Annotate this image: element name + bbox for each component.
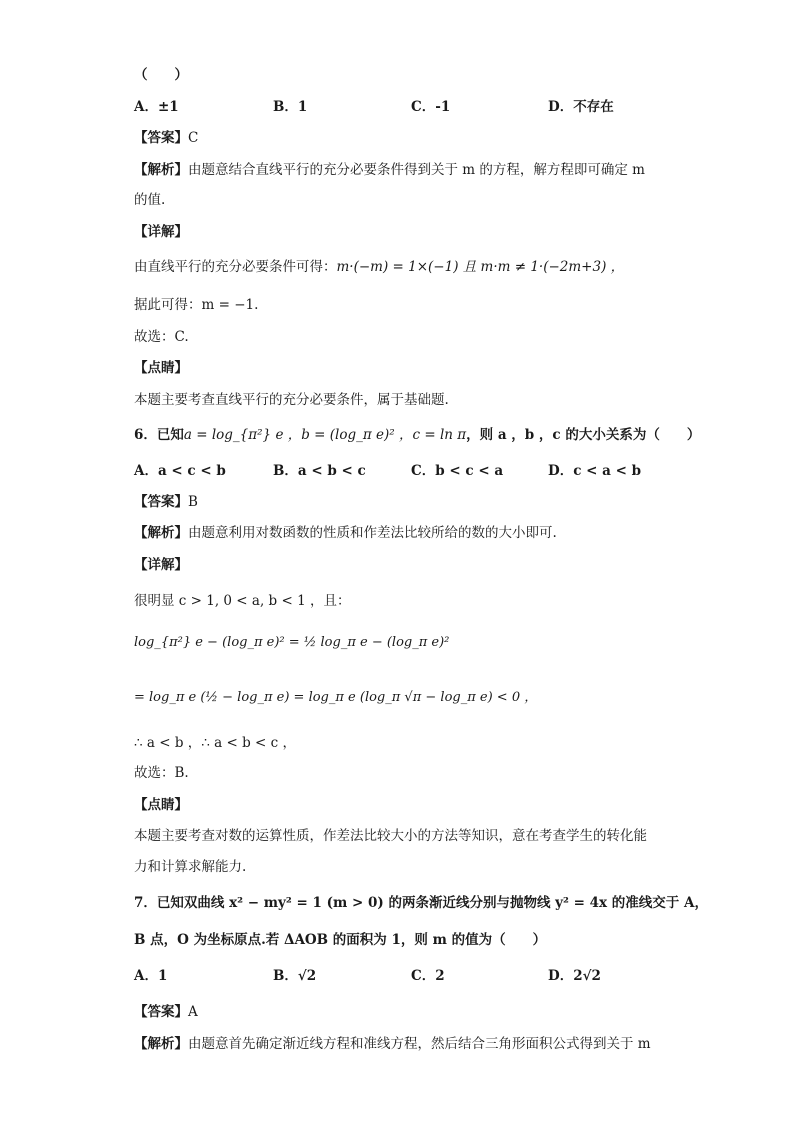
detail-math: m·(−m) = 1×(−1) 且 m·m ≠ 1·(−2m+3) ， — [336, 259, 625, 275]
q6-comment-label: 【点睛】 — [134, 797, 188, 813]
q6-detail-line5: 故选：B. — [134, 765, 189, 781]
q6-option-b: B．a < b < c — [273, 463, 366, 479]
q6-detail-line4: ∴ a < b ，∴ a < b < c ， — [134, 735, 296, 751]
q7-stem-line2: B 点，O 为坐标原点.若 ΔAOB 的面积为 1，则 m 的值为（ ） — [134, 932, 547, 948]
q7-option-d: D．2√2 — [548, 968, 601, 984]
q6-stem-math: a = log_{π²} e ，b = (log_π e)² ，c = ln π — [183, 427, 467, 443]
analysis-text: 由题意利用对数函数的性质和作差法比较所给的数的大小即可. — [188, 525, 557, 541]
q6-detail-line1: 很明显 c > 1, 0 < a, b < 1 ，且： — [134, 593, 351, 609]
q6-answer — [134, 492, 198, 512]
answer-value: A — [188, 1004, 198, 1020]
q6-comment-line2: 力和计算求解能力. — [134, 859, 247, 875]
q6-comment-line1: 本题主要考查对数的运算性质，作差法比较大小的方法等知识，意在考查学生的转化能 — [134, 828, 647, 844]
q5-detail-line2: 据此可得：m = −1. — [134, 297, 259, 313]
q5-detail-line1 — [134, 257, 624, 277]
analysis-label: 【解析】 — [134, 162, 188, 178]
q5-detail-line3: 故选：C. — [134, 329, 189, 345]
answer-label: 【答案】 — [134, 494, 188, 510]
q6-detail-label: 【详解】 — [134, 557, 188, 573]
q5-option-b: B．1 — [273, 99, 308, 115]
q6-option-a: A．a < c < b — [134, 463, 226, 479]
q5-analysis — [134, 160, 645, 180]
q5-comment: 本题主要考查直线平行的充分必要条件，属于基础题. — [134, 392, 449, 408]
answer-value: C — [188, 130, 199, 146]
answer-label: 【答案】 — [134, 130, 188, 146]
q6-option-d: D．c < a < b — [548, 463, 642, 479]
q6-detail-eq2: = log_π e (½ − log_π e) = log_π e (log_π √π − log_π e) < 0 ， — [134, 690, 538, 705]
q5-analysis-cont: 的值. — [134, 192, 166, 208]
q6-option-c: C．b < c < a — [411, 463, 504, 479]
q5-detail-label: 【详解】 — [134, 224, 188, 240]
q5-option-a: A．±1 — [134, 99, 179, 115]
q5-comment-label: 【点睛】 — [134, 360, 188, 376]
q7-option-a: A．1 — [134, 968, 168, 984]
q7-stem-line1: 7．已知双曲线 x² − my² = 1 (m > 0) 的两条渐近线分别与抛物线 y² = 4x 的准线交于 A， — [134, 895, 708, 911]
q7-option-c: C．2 — [411, 968, 445, 984]
q6-detail-eq1: log_{π²} e − (log_π e)² = ½ log_π e − (log_π e)² — [134, 635, 450, 650]
answer-value: B — [188, 494, 198, 510]
analysis-text: 由题意结合直线平行的充分必要条件得到关于 m 的方程，解方程即可确定 m — [188, 162, 645, 178]
q5-option-c: C．-1 — [411, 99, 451, 115]
analysis-text: 由题意首先确定渐近线方程和准线方程，然后结合三角形面积公式得到关于 m — [188, 1036, 651, 1052]
detail-text: 由直线平行的充分必要条件可得： — [134, 259, 337, 275]
q7-analysis — [134, 1034, 651, 1054]
q7-option-b: B．√2 — [273, 968, 317, 984]
q6-stem — [134, 425, 700, 445]
q6-analysis — [134, 523, 557, 543]
analysis-label: 【解析】 — [134, 525, 188, 541]
analysis-label: 【解析】 — [134, 1036, 188, 1052]
q7-answer — [134, 1002, 198, 1022]
q5-answer — [134, 128, 198, 148]
answer-label: 【答案】 — [134, 1004, 188, 1020]
q6-stem-prefix: 6．已知 — [134, 427, 184, 443]
q6-stem-suffix: ，则 a ，b ，c 的大小关系为（ ） — [466, 427, 701, 443]
q5-paren: （ ） — [134, 67, 188, 83]
q5-option-d: D．不存在 — [548, 99, 614, 115]
